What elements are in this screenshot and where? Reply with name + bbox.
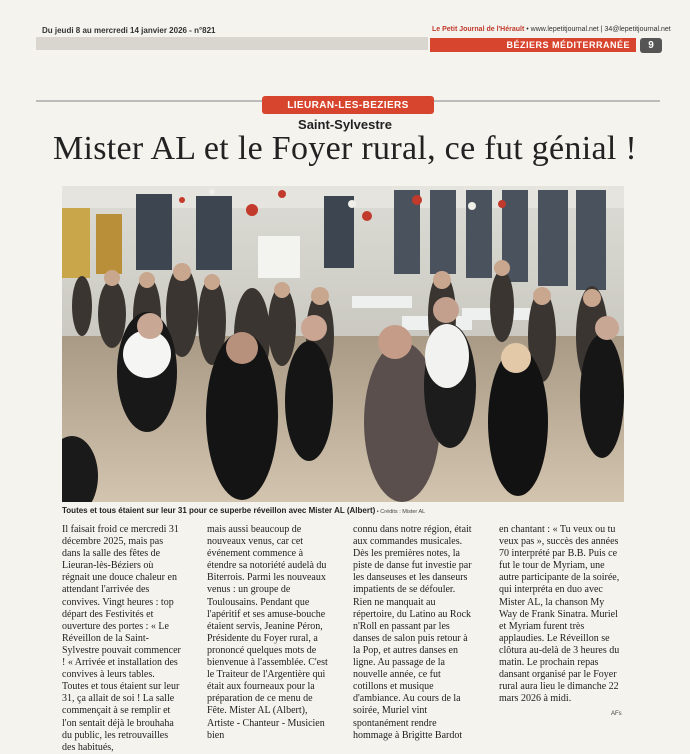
article-kicker: Saint-Sylvestre (298, 117, 392, 132)
section-label: BÉZIERS MÉDITERRANÉE (430, 38, 636, 52)
issue-date: Du jeudi 8 au mercredi 14 janvier 2026 - n°821 (42, 26, 216, 35)
article-headline: Mister AL et le Foyer rural, ce fut génial ! (52, 130, 638, 167)
article-column-4 (499, 524, 620, 705)
event-photo (62, 186, 624, 502)
photo-caption (62, 506, 624, 515)
publication-name: Le Petit Journal de l'Hérault (432, 26, 525, 33)
column-text: en chantant : « Tu veux ou tu veux pas », succès des années 70 interprété par B.B. Puis ce fut le tour de Myriam, une autre participante de la soirée, qui interpréta en duo avec Mister AL, la chanson My Way de Frank Sinatra. Muriel et Myriam furent très applaudies. Le Réveillon se clôtura au-delà de 3 heures du matin. Le prochain repas dansant organisé par le Foyer rural aura lieu le dimanche 22 mars 2026 à midi. (499, 524, 620, 705)
column-text: mais aussi beaucoup de nouveaux venus, car cet événement commence à étendre sa notoriété audelà du Biterrois. Parmi les nouveaux venus : un groupe de Toulousains. Pendant que l'apéritif et ses amuse-bouche étaient servis, Jeanine Péron, Présidente du Foyer rural, a prononcé quelques mots de bienvenue à l'assemblée. C'est le Traiteur de l'Argentière qui était aux fourneaux pour la préparation de ce menu de Fête. Mister AL (Albert), Artiste - Chanteur - Musicien bien (207, 524, 328, 741)
article-column-2 (207, 524, 328, 742)
header-rule (36, 37, 428, 50)
column-text: Il faisait froid ce mercredi 31 décembre 2025, mais pas dans la salle des fêtes de Lieuran-lès-Béziers où régnait une douce chaleur en attendant l'arrivée des convives. Vingt heures : top départ des Festivités et ouverture des portes : « Le Réveillon de la Saint-Sylvestre pouvait commencer ! « Arrivée et installation des convives à leurs tables. Toutes et tous étaient sur leur 31, ça allait de soi ! La salle commençait à se remplir et l'on sentait déjà le brouhaha du public, les retrouvailles des habitués, (62, 524, 181, 753)
photo-credit: • Crédits : Mister AL (375, 509, 426, 515)
column-text: connu dans notre région, était aux commandes musicales. Dès les premières notes, la piste de danse fut investie par les danseuses et les danseurs impatients de se défouler. Rien ne manquait au répertoire, du Latino au Rock n'Roll en passant par les danses de salon puis retour à la Pop, et autres danses en ligne. Au passage de la nouvelle année, ce fut cotillons et musique d'ambiance. Au cours de la soirée, Muriel vint spontanément rendre hommage à Brigitte Bardot (353, 524, 472, 741)
author-signature: AFs (611, 711, 622, 717)
location-banner: LIEURAN-LES-BEZIERS (262, 96, 434, 114)
article-column-1 (62, 524, 183, 754)
article-column-3 (353, 524, 474, 742)
caption-text: Toutes et tous étaient sur leur 31 pour ce superbe réveillon avec Mister AL (Albert) (62, 506, 376, 515)
publication-web: • www.lepetitjournal.net | 34@lepetitjournal.net (526, 26, 671, 33)
publication-line (432, 26, 671, 33)
page-number: 9 (640, 38, 662, 53)
